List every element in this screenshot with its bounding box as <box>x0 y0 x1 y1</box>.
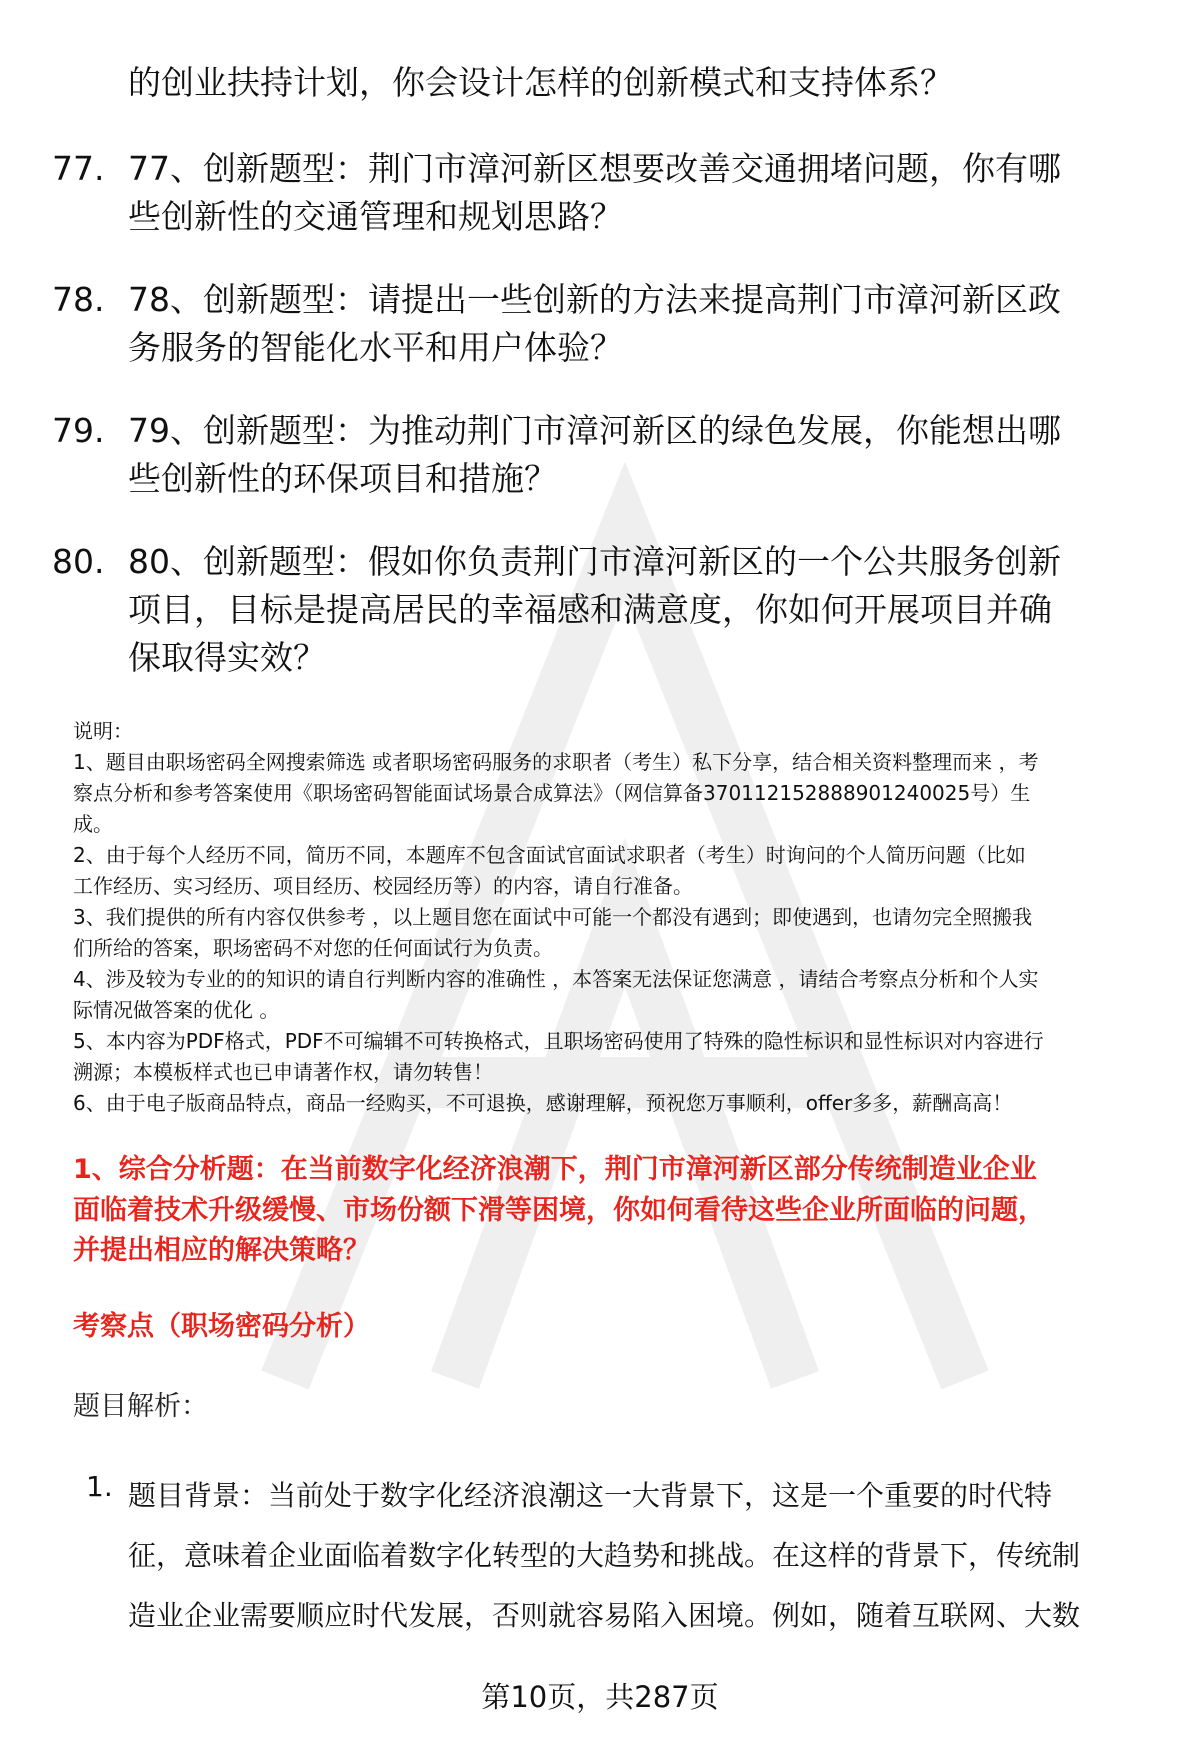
notes-section <box>73 716 1163 1119</box>
question-line: 项目，目标是提高居民的幸福感和满意度，你如何开展项目并确 <box>128 590 1052 629</box>
question-77 <box>128 145 1153 241</box>
question-number: 77. <box>52 149 105 188</box>
page-footer: 第10页，共287页 <box>481 1680 719 1714</box>
question-line: 些创新性的环保项目和措施？ <box>128 459 557 498</box>
question-heading <box>73 1150 1158 1272</box>
heading-line: 1、综合分析题：在当前数字化经济浪潮下，荆门市漳河新区部分传统制造业企业 <box>73 1154 1037 1185</box>
question-line: 79、创新题型：为推动荆门市漳河新区的绿色发展，你能想出哪 <box>128 411 1061 450</box>
analysis-label: 题目解析： <box>73 1391 208 1422</box>
note-line: 2、由于每个人经历不同，简历不同，本题库不包含面试官面试求职者（考生）时询问的个人简历问题（比如 <box>73 843 1026 867</box>
question-78 <box>128 276 1153 372</box>
heading-line: 并提出相应的解决策略？ <box>73 1235 370 1266</box>
heading-line: 面临着技术升级缓慢、市场份额下滑等困境，你如何看待这些企业所面临的问题， <box>73 1194 1045 1226</box>
question-number: 78. <box>52 280 105 319</box>
note-line: 们所给的答案，职场密码不对您的任何面试行为负责。 <box>73 936 553 960</box>
note-line: 工作经历、实习经历、项目经历、校园经历等）的内容，请自行准备。 <box>73 874 693 898</box>
list-line: 造业企业需要顺应时代发展，否则就容易陷入困境。例如，随着互联网、大数 <box>128 1599 1081 1632</box>
note-line: 6、由于电子版商品特点，商品一经购买，不可退换，感谢理解，预祝您万事顺利，offer多多，薪酬高高！ <box>73 1091 1013 1115</box>
continuation-line: 的创业扶持计划，你会设计怎样的创新模式和支持体系？ <box>128 63 953 102</box>
note-line: 4、涉及较为专业的的知识的请自行判断内容的准确性 ，本答案无法保证您满意 ，请结合考察点分析和个人实 <box>73 967 1039 991</box>
question-79 <box>128 407 1153 503</box>
question-number: 79. <box>52 411 105 450</box>
note-line: 5、本内容为PDF格式，PDF不可编辑不可转换格式，且职场密码使用了特殊的隐性标识和显性标识对内容进行 <box>73 1029 1044 1053</box>
question-line: 些创新性的交通管理和规划思路？ <box>128 197 623 236</box>
note-line: 际情况做答案的优化 。 <box>73 998 280 1022</box>
question-number: 80. <box>52 542 105 581</box>
question-80 <box>128 538 1153 682</box>
note-line: 察点分析和参考答案使用《职场密码智能面试场景合成算法》（网信算备370112152888901240025号）生 <box>73 781 1031 805</box>
question-line: 78、创新题型：请提出一些创新的方法来提高荆门市漳河新区政 <box>128 280 1061 319</box>
question-line: 80、创新题型：假如你负责荆门市漳河新区的一个公共服务创新 <box>128 542 1061 581</box>
question-line: 77、创新题型：荆门市漳河新区想要改善交通拥堵问题，你有哪 <box>128 149 1061 188</box>
kaochadian-heading: 考察点（职场密码分析） <box>73 1311 370 1342</box>
question-line: 保取得实效？ <box>128 638 326 677</box>
note-line: 3、我们提供的所有内容仅供参考 ，以上题目您在面试中可能一个都没有遇到；即使遇到，也请勿完全照搬我 <box>73 905 1033 929</box>
list-line: 征，意味着企业面临着数字化转型的大趋势和挑战。在这样的背景下，传统制 <box>128 1539 1081 1572</box>
note-line: 1、题目由职场密码全网搜索筛选 或者职场密码服务的求职者（考生）私下分享，结合相关资料整理而来 ，考 <box>73 750 1039 774</box>
note-line: 溯源；本模板样式也已申请著作权，请勿转售！ <box>73 1060 493 1084</box>
list-item <box>128 1466 1153 1646</box>
question-line: 务服务的智能化水平和用户体验？ <box>128 328 623 367</box>
list-number: 1. <box>86 1470 113 1503</box>
note-line: 成。 <box>73 812 113 836</box>
notes-title: 说明： <box>73 719 133 743</box>
list-line: 题目背景：当前处于数字化经济浪潮这一大背景下，这是一个重要的时代特 <box>128 1479 1053 1512</box>
